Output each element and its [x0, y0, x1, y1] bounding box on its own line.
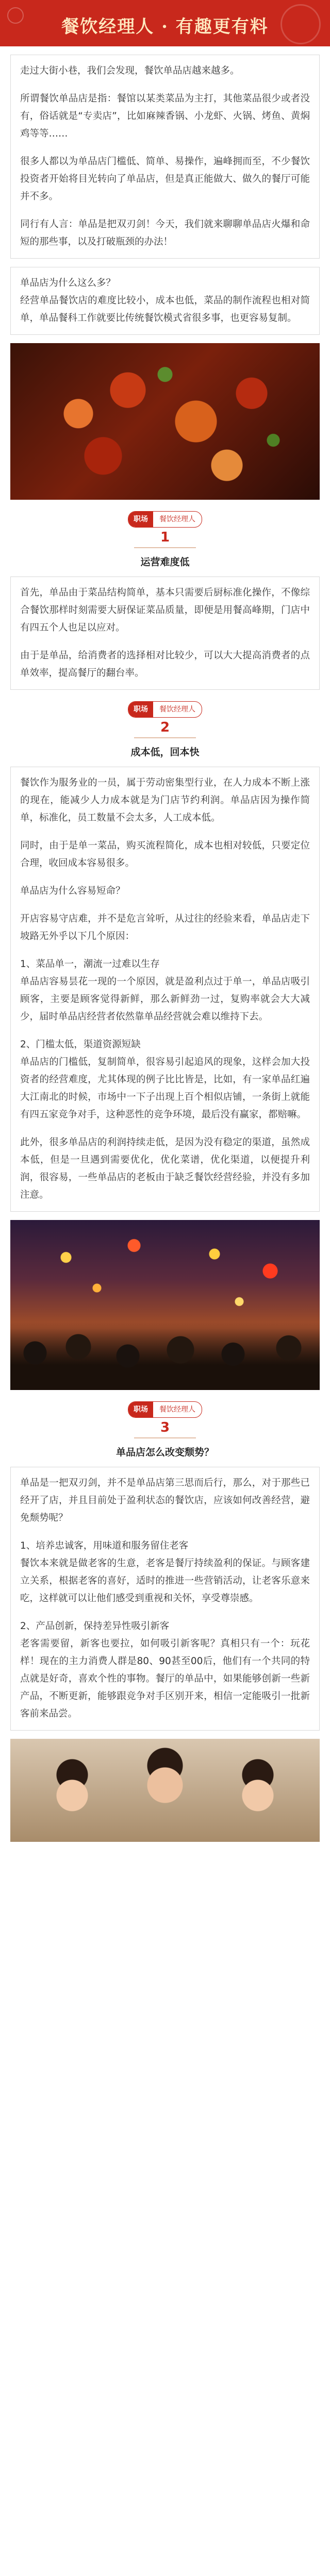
paragraph: 此外，很多单品店的利润持续走低，是因为没有稳定的渠道，虽然成本低，但是一旦遇到需要优化，优化菜谱，优化渠道，以便提升利润，很容易，一些单品店的老板由于缺乏餐饮经营经验，并没有多加注意。	[20, 1137, 310, 1200]
paragraph: 走过大街小巷，我们会发现，餐饮单品店越来越多。	[20, 65, 240, 76]
subheading: 2、门槛太低，渠道资源短缺	[20, 1039, 141, 1050]
paragraph: 单品店为什么容易短命？	[20, 886, 125, 896]
section-title: 单品店怎么改变颓势？	[116, 1447, 214, 1458]
crowd-silhouette	[10, 1328, 320, 1390]
divider	[134, 737, 196, 738]
section-card	[10, 767, 320, 1212]
why-card	[10, 267, 320, 335]
section-card	[10, 1467, 320, 1731]
paragraph: 很多人都以为单品店门槛低、简单、易操作，遍峰拥而至，不少餐饮投资者开始将目光转向了单品店，但是真正能做大、做久的餐厅可能并不多。	[20, 156, 310, 202]
section-badge	[10, 701, 320, 738]
divider	[134, 1437, 196, 1438]
badge-left-label: 职场	[128, 1402, 153, 1417]
section-number: 3	[160, 1420, 170, 1435]
badge-pill	[128, 1401, 202, 1418]
paragraph: 开店容易守店难，并不是危言耸听，从过往的经验来看，单品店走下坡路无外乎以下几个原因：	[20, 913, 310, 942]
section-title: 运营难度低	[140, 556, 190, 568]
brand-title: 餐饮经理人 · 有趣更有料	[61, 16, 269, 37]
badge-right-label: 餐饮经理人	[159, 515, 195, 523]
header-banner	[0, 0, 330, 46]
section-title: 成本低，回本快	[130, 747, 200, 758]
diners-photo	[10, 1739, 320, 1842]
paragraph: 同行有人言：单品是把双刃剑！今天，我们就来聊聊单品店火爆和命短的那些事，以及打破瓶颈的办法！	[20, 219, 310, 247]
paragraph: 餐饮本来就是做老客的生意，老客是餐厅持续盈利的保证。与顾客建立关系，根据老客的喜好，适时的推进一些营销活动，让老客乐意来吃，这样就可以让他们感受到重视和关怀，享受尊崇感。	[20, 1558, 310, 1604]
crayfish-photo	[10, 343, 320, 500]
intro-card	[10, 55, 320, 259]
paragraph: 首先，单品由于菜品结构简单，基本只需要后厨标准化操作，不像综合餐饮那样时刻需要大厨保证菜品质量，即便是用餐高峰期，门店中有四五个人也足以应对。	[20, 587, 310, 633]
section-number: 1	[160, 530, 170, 545]
paragraph: 由于是单品，给消费者的选择相对比较少，可以大大提高消费者的点单效率，提高餐厅的翻台率。	[20, 650, 310, 679]
night-market-photo	[10, 1220, 320, 1390]
badge-pill	[128, 701, 202, 718]
paragraph: 餐饮作为服务业的一员，属于劳动密集型行业，在人力成本不断上涨的现在，能减少人力成本就是为门店节约利润。单品店因为操作简单，标准化，员工数量不会太多，人工成本低。	[20, 777, 310, 823]
paragraph: 老客需要留，新客也要拉，如何吸引新客呢？真相只有一个：玩花样！现在的主力消费人群是80、90甚至00后，他们有一个共同的特点就是好奇，喜欢个性的事物。餐厅的单品中，如果能够创新一些新产品，不断更新，能够跟竞争对手区别开来，相信一定能吸引一批新客前来品尝。	[20, 1638, 310, 1719]
subheading: 2、产品创新，保持差异性吸引新客	[20, 1621, 170, 1632]
paragraph: 单品店的门槛低，复制简单，很容易引起追风的现象，这样会加大投资者的经营难度，尤其体现的例子比比皆是，比如，有一家单品红遍大江南北的时候，市场中一下子出现上百个相似店铺，一条街上就能有四五家竞争对手，这种恶性的竞争环境，最后没有赢家，都赔嘛。	[20, 1057, 310, 1120]
divider	[134, 547, 196, 548]
paragraph: 同时，由于是单一菜品，购买流程简化，成本也相对较低，只要定位合理，收回成本容易很多。	[20, 840, 310, 869]
badge-left-label: 职场	[128, 702, 153, 717]
paragraph: 单品店容易昙花一现的一个原因，就是盈利点过于单一，单品店吸引顾客，主要是顾客觉得新鲜，那么新鲜劲一过，复购率就会大大减少，届时单品店经营者依然靠单品经营就会难以维持下去。	[20, 976, 310, 1022]
section-badge	[10, 511, 320, 548]
badge-left-label: 职场	[128, 512, 153, 527]
badge-pill	[128, 511, 202, 528]
section-number: 2	[160, 720, 170, 735]
paragraph: 单品店为什么这么多？	[20, 278, 116, 289]
section-card	[10, 577, 320, 690]
section-badge	[10, 1401, 320, 1438]
badge-right-label: 餐饮经理人	[159, 705, 195, 714]
article-content	[0, 55, 330, 1842]
paragraph: 所谓餐饮单品店是指：餐馆以某类菜品为主打，其他菜品很少或者没有，俗话就是“专卖店”，比如麻辣香锅、小龙虾、火锅、烤鱼、黄焖鸡等等……	[20, 93, 310, 139]
paragraph: 经营单品餐饮店的难度比较小，成本也低，菜品的制作流程也相对简单，单品餐科工作就要比传统餐饮模式省很多事，也更容易复制。	[20, 295, 310, 324]
paragraph: 单品是一把双刃剑，并不是单品店第三思而后行，那么，对于那些已经开了店，并且目前处于盈利状态的餐饮店，应该如何改善经营，避免颓势呢？	[20, 1478, 310, 1523]
badge-right-label: 餐饮经理人	[159, 1405, 195, 1414]
subheading: 1、菜品单一，潮流一过难以生存	[20, 959, 160, 970]
subheading: 1、培养忠诚客，用味道和服务留住老客	[20, 1540, 189, 1551]
